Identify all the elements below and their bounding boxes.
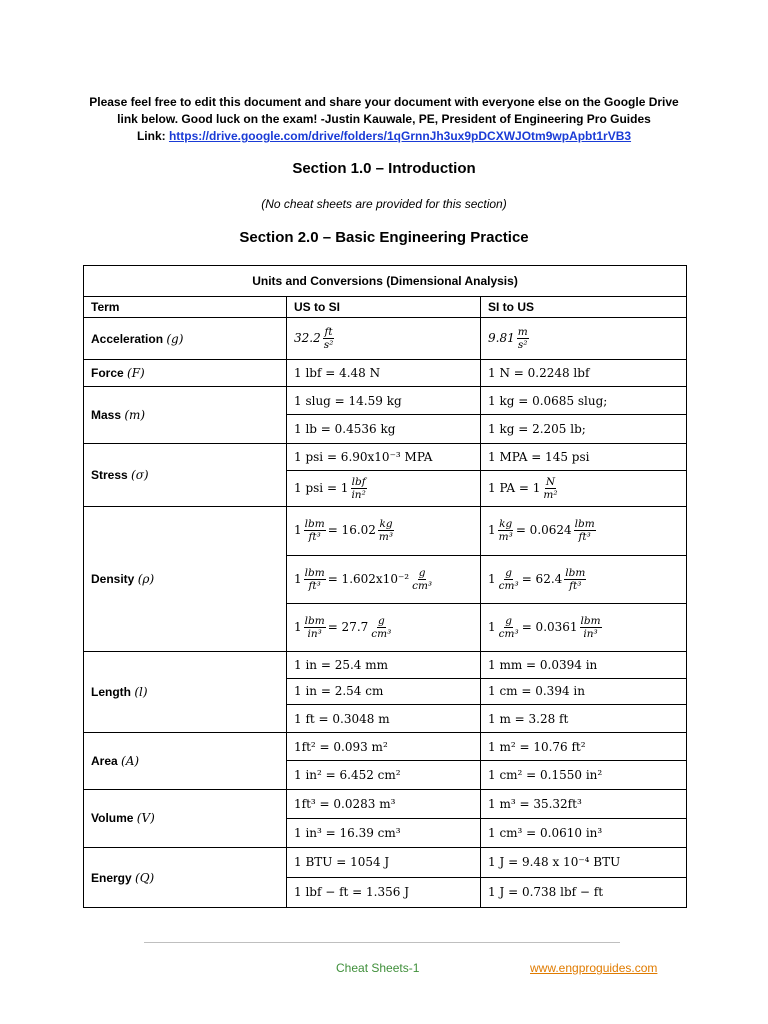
acc-si-to-us: 9.81 $\frac{m}{\text{s²}}$ <box>481 318 687 359</box>
volume-si-to-us-1: 1 m³ = 35.32ft³ <box>481 789 687 818</box>
density-si-to-us-2: 1 $\frac{g}{\text{cm³}}$ = 62.4 $\frac{\text{lbm}}{\text{ft³}}$ <box>481 555 687 603</box>
area-us-to-si-1: 1ft² = 0.093 m² <box>287 733 481 761</box>
energy-us-to-si-1: 1 BTU = 1054 J <box>287 848 481 877</box>
table-row <box>84 387 687 415</box>
mass-si-to-us-2: 1 kg = 2.205 lb; <box>481 415 687 443</box>
table-row <box>84 443 687 470</box>
col-term-header: Term <box>84 297 287 318</box>
mass-us-to-si-1: 1 slug = 14.59 kg <box>287 387 481 415</box>
density-si-to-us-1: 1 $\frac{kg}{\text{m³}}$ = 0.0624 $\frac{\text{lbm}}{\text{ft³}}$ <box>481 507 687 555</box>
table-row <box>84 848 687 877</box>
stress-si-to-us-1: 1 MPA = 145 psi <box>481 443 687 470</box>
table-row <box>84 789 687 818</box>
header-link-row <box>0 128 768 145</box>
footer-website-link[interactable]: www.engproguides.com <box>530 961 658 975</box>
density-us-to-si-3: 1 $\frac{\text{lbm}}{\text{in³}}$ = 27.7 $\frac{g}{\text{cm³}}$ <box>287 604 481 652</box>
table-row <box>84 318 687 359</box>
mass-us-to-si-2: 1 lb = 0.4536 kg <box>287 415 481 443</box>
section-1-title: Section 1.0 – Introduction <box>292 160 476 177</box>
volume-si-to-us-2: 1 cm³ = 0.0610 in³ <box>481 818 687 847</box>
term-acceleration: Acceleration (g) <box>84 318 287 359</box>
area-si-to-us-2: 1 cm² = 0.1550 in² <box>481 761 687 789</box>
energy-si-to-us-1: 1 J = 9.48 x 10⁻⁴ BTU <box>481 848 687 877</box>
footer-divider <box>144 942 620 943</box>
link-label: Link: <box>136 129 166 143</box>
term-density: Density (ρ) <box>84 507 287 652</box>
term-volume: Volume (V) <box>84 789 287 848</box>
units-conversions-table <box>83 265 687 908</box>
table-header-row <box>84 297 687 318</box>
term-stress: Stress (σ) <box>84 443 287 507</box>
stress-us-to-si-1: 1 psi = 6.90x10⁻³ MPA <box>287 443 481 470</box>
area-us-to-si-2: 1 in² = 6.452 cm² <box>287 761 481 789</box>
table-row <box>84 652 687 678</box>
term-force: Force (F) <box>84 359 287 386</box>
density-us-to-si-1: 1 $\frac{\text{lbm}}{\text{ft³}}$ = 16.02 $\frac{kg}{\text{m³}}$ <box>287 507 481 555</box>
volume-us-to-si-1: 1ft³ = 0.0283 m³ <box>287 789 481 818</box>
stress-si-to-us-2: 1 PA = 1 $\frac{N}{\text{m²}}$ <box>481 470 687 506</box>
header-note <box>0 94 768 145</box>
energy-us-to-si-2: 1 lbf − ft = 1.356 J <box>287 877 481 908</box>
term-energy: Energy (Q) <box>84 848 287 908</box>
force-si-to-us: 1 N = 0.2248 lbf <box>481 359 687 386</box>
energy-si-to-us-2: 1 J = 0.738 lbf − ft <box>481 877 687 908</box>
term-area: Area (A) <box>84 733 287 790</box>
section-2-title: Section 2.0 – Basic Engineering Practice <box>239 229 529 246</box>
stress-us-to-si-2: 1 psi = 1 $\frac{\text{lbf}}{\text{in²}}$ <box>287 470 481 506</box>
length-si-to-us-3: 1 m = 3.28 ft <box>481 704 687 732</box>
footer-page-label: Cheat Sheets-1 <box>336 961 420 975</box>
force-us-to-si: 1 lbf = 4.48 N <box>287 359 481 386</box>
length-us-to-si-2: 1 in = 2.54 cm <box>287 678 481 704</box>
area-si-to-us-1: 1 m² = 10.76 ft² <box>481 733 687 761</box>
col-us-si-header: US to SI <box>287 297 481 318</box>
length-si-to-us-1: 1 mm = 0.0394 in <box>481 652 687 678</box>
density-us-to-si-2: 1 $\frac{\text{lbm}}{\text{ft³}}$ = 1.602x10⁻² $\frac{g}{\text{cm³}}$ <box>287 555 481 603</box>
table-row <box>84 733 687 761</box>
length-si-to-us-2: 1 cm = 0.394 in <box>481 678 687 704</box>
table-row <box>84 359 687 386</box>
density-si-to-us-3: 1 $\frac{g}{\text{cm³}}$ = 0.0361 $\frac{\text{lbm}}{\text{in³}}$ <box>481 604 687 652</box>
acc-us-to-si: 32.2 $\frac{ft}{\text{s²}}$ <box>287 318 481 359</box>
length-us-to-si-1: 1 in = 25.4 mm <box>287 652 481 678</box>
table-caption: Units and Conversions (Dimensional Analysis) <box>84 266 687 297</box>
term-mass: Mass (m) <box>84 387 287 444</box>
header-line-1: Please feel free to edit this document and share your document with everyone else on the Google Drive <box>89 95 679 109</box>
table-row <box>84 507 687 555</box>
volume-us-to-si-2: 1 in³ = 16.39 cm³ <box>287 818 481 847</box>
mass-si-to-us-1: 1 kg = 0.0685 slug; <box>481 387 687 415</box>
length-us-to-si-3: 1 ft = 0.3048 m <box>287 704 481 732</box>
col-si-us-header: SI to US <box>481 297 687 318</box>
header-line-2: link below. Good luck on the exam! -Justin Kauwale, PE, President of Engineering Pro Guides <box>117 112 651 126</box>
section-1-note: (No cheat sheets are provided for this section) <box>261 197 507 211</box>
term-length: Length (l) <box>84 652 287 733</box>
google-drive-link[interactable]: https://drive.google.com/drive/folders/1qGrnnJh3ux9pDCXWJOtm9wpApbt1rVB3 <box>168 129 632 143</box>
